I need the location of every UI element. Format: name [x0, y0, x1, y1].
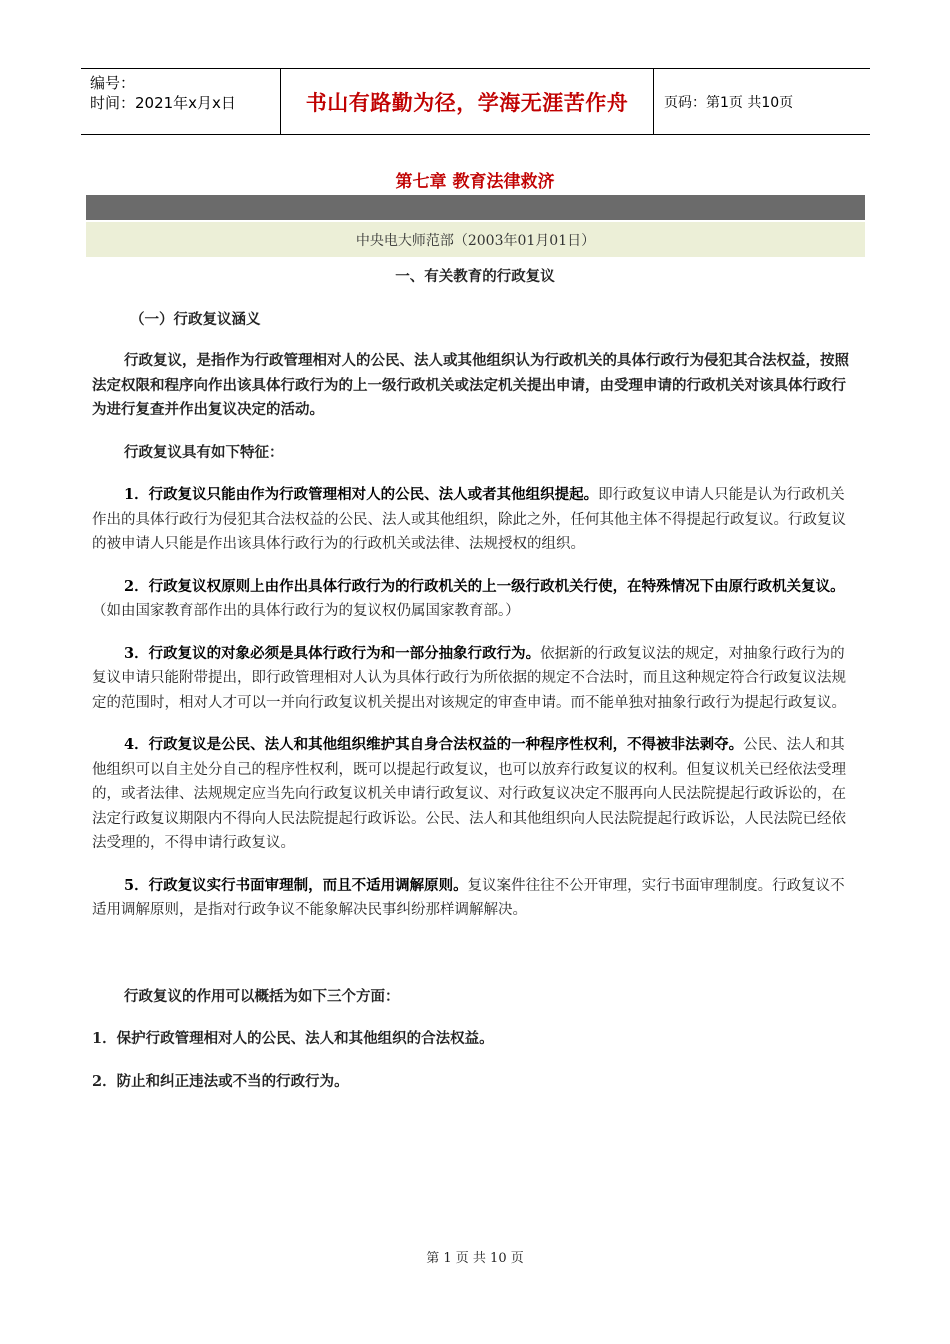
feature-text-4: 公民、法人和其他组织可以自主处分自己的程序性权利，既可以提起行政复议，也可以放弃行政复议的权利。但复议机关已经依法受理的，或者法律、法规规定应当先向行政复议机关申请行政复议、对行政复议决定不服再向人民法院提起行政诉讼的，在法定行政复议期限内不得向人民法院提起行政诉讼。公民、法人和其他组织向人民法院提起行政诉讼，人民法院已经依法受理的，不得申请行政复议。: [92, 737, 846, 851]
page-header: [81, 68, 870, 135]
functions-intro: 行政复议的作用可以概括为如下三个方面：: [124, 987, 400, 1005]
feature-paragraph: [92, 575, 858, 624]
section-heading: 一、有关教育的行政复议: [395, 268, 555, 285]
feature-bold-4: 4．行政复议是公民、法人和其他组织维护其自身合法权益的一种程序性权利，不得被非法剥夺。: [124, 736, 744, 753]
number-label: 编号：: [90, 74, 136, 92]
title-divider-bar: [86, 195, 865, 220]
feature-bold-1: 1．行政复议只能由作为行政管理相对人的公民、法人或者其他组织提起。: [124, 486, 599, 503]
document-body: [92, 262, 858, 1094]
feature-text-2: （如由国家教育部作出的具体行政行为的复议权仍属国家教育部。）: [92, 603, 520, 619]
feature-paragraph: [92, 733, 858, 856]
header-motto: 书山有路勤为径，学海无涯苦作舟: [281, 69, 654, 134]
feature-text-1: 即行政复议申请人只能是认为行政机关作出的具体行政行为侵犯其合法权益的公民、法人或其他组织，除此之外，任何其他主体不得提起行政复议。行政复议的被申请人只能是作出该具体行政行为的行政机关或法律、法规授权的组织。: [92, 487, 846, 552]
chapter-title: 第七章 教育法律救济: [395, 172, 555, 192]
feature-paragraph: [92, 483, 858, 557]
feature-paragraph: [92, 874, 858, 923]
features-intro: 行政复议具有如下特征：: [124, 443, 284, 461]
definition-paragraph: 行政复议，是指作为行政管理相对人的公民、法人或其他组织认为行政机关的具体行政行为侵犯其合法权益，按照法定权限和程序向作出该具体行政行为的上一级行政机关或法定机关提出申请，由受理申请的行政机关对该具体行政行为进行复查并作出复议决定的活动。: [92, 352, 849, 418]
function-item-1: 1．保护行政管理相对人的公民、法人和其他组织的合法权益。: [92, 1030, 494, 1047]
header-left-cell: [81, 69, 281, 134]
date-label: 时间：2021年x月x日: [90, 94, 236, 112]
source-text: 中央电大师范部（2003年01月01日）: [355, 232, 596, 249]
page-footer: 第 1 页 共 10 页: [426, 1251, 524, 1266]
feature-text-5: 复议案件往往不公开审理，实行书面审理制度。行政复议不适用调解原则，是指对行政争议不能象解决民事纠纷那样调解解决。: [92, 877, 845, 918]
subsection-heading: （一）行政复议涵义: [130, 310, 261, 328]
feature-text-3: 依据新的行政复议法的规定，对抽象行政行为的复议申请只能附带提出，即行政管理相对人认为具体行政行为所依据的规定不合法时，而且这种规定符合行政复议法规定的范围时，相对人才可以一并向行政复议机关提出对该规定的审查申请。而不能单独对抽象行政行为提起行政复议。: [92, 645, 846, 711]
header-page-info: 页码：第1页 共10页: [664, 94, 794, 111]
feature-paragraph: [92, 642, 858, 716]
feature-bold-3: 3．行政复议的对象必须是具体行政行为和一部分抽象行政行为。: [124, 644, 541, 662]
feature-bold-5: 5．行政复议实行书面审理制，而且不适用调解原则。: [124, 876, 468, 894]
source-bar: [86, 222, 865, 257]
feature-bold-2: 2．行政复议权原则上由作出具体行政行为的行政机关的上一级行政机关行使，在特殊情况下由原行政机关复议。: [124, 577, 845, 595]
function-item-2: 2．防止和纠正违法或不当的行政行为。: [92, 1072, 349, 1090]
